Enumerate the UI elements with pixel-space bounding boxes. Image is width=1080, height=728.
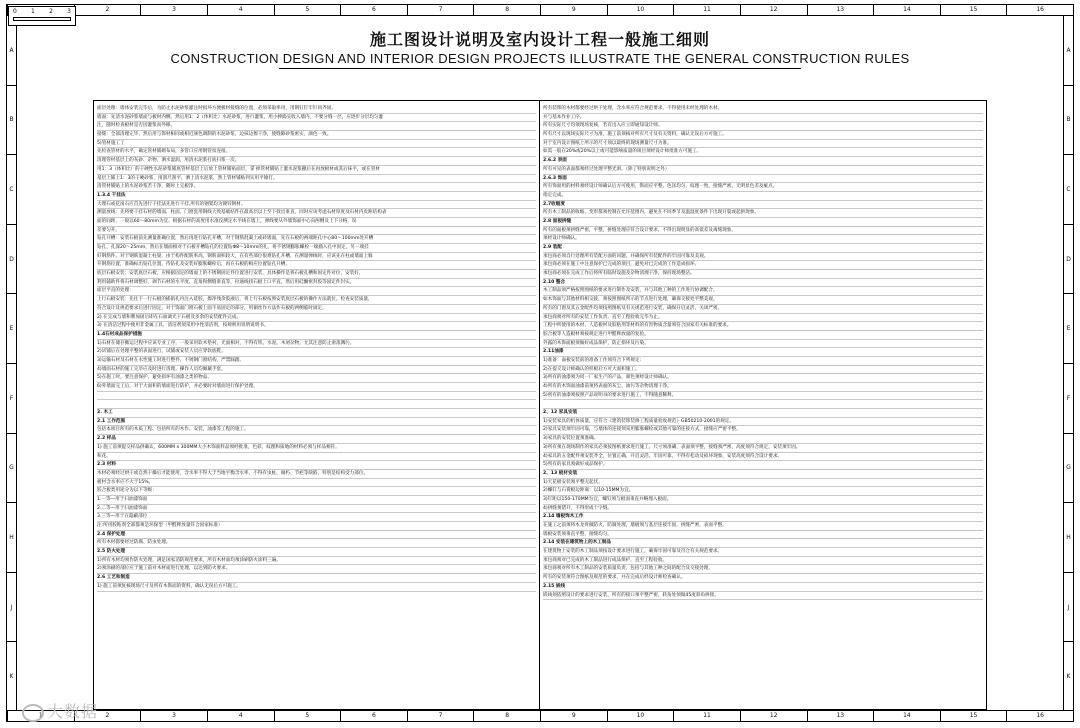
- note-line: 利用辅助件将石材调整好，调节石材的水平度、直角和侧缝垂直等，拉通线找石板上口平直，然后用硅酮密封胶等固定件封实。: [97, 279, 536, 288]
- note-line: 工程中所使用的木材、人造板材及胶粘剂等材料的有害物质含量须符合国家有关标准的要求。: [543, 322, 983, 331]
- ruler-mark: K: [1064, 641, 1073, 711]
- note-line: 测量放线：先将要干挂石材的墙面、柱面、门窗套用钢线大致基础结件在最高层以上至下找出垂直，同时应该考虑石材厚度及石材内皮距结构表: [97, 209, 536, 218]
- note-line: 承包商必须自行处理所有装配方面的问题，并确保所有装配件的牢固可靠及美观。: [543, 253, 983, 262]
- ruler-mark: 14: [873, 711, 940, 721]
- ruler-mark: E: [1064, 293, 1073, 363]
- note-line: 2)螺钉与石膏板边距离：以10-15MM为宜。: [543, 487, 983, 496]
- note-line: 承包商须对所有的安装工作负责，直至工程验收完毕为止。: [543, 314, 983, 323]
- ruler-mark: A: [1064, 15, 1073, 85]
- note-line: 木工制品须严格按照图纸的要求进行制作及安装，并与其他工种的工作进行协调配合。: [543, 287, 983, 296]
- note-line: 好钢筋件。对于钢筋混凝土柱梁，由于构件配筋率高，钢筋面积较大，在有些部位很难钻孔开槽，在测量弹线时，应该先在柱或墙面上躲: [97, 253, 536, 262]
- note-line: 所有装饰的木材都要经过烘干处理，含水率应符合规范要求，不得使用未经处理的木材。: [543, 105, 983, 114]
- note-line: 注，随时检查板材是否因灌浆而外移。: [97, 122, 536, 131]
- ruler-mark: 12: [740, 711, 807, 721]
- note-line: 胶合板等人造板材须按规定进行甲醛释放量的复验。: [543, 331, 983, 340]
- watermark: [22, 699, 98, 722]
- ruler-mark: 16: [1006, 711, 1073, 721]
- note-line: 2)在提交设计师确认的样板后方可大面积施工。: [543, 366, 983, 375]
- ruler-mark: A: [7, 15, 16, 85]
- top-ruler: [7, 5, 1073, 16]
- note-line: 须经设计师确认。: [543, 235, 983, 244]
- note-line: 1.一等—用于扫油漆饰面: [97, 496, 536, 505]
- note-line: 2)试铺后在处理平整的表面进行，试铺或安装人员应穿软底鞋。: [97, 348, 536, 357]
- note-line: 2.二等—用于扫油漆饰面: [97, 505, 536, 514]
- ruler-mark: G: [1064, 433, 1073, 503]
- note-line: 所有木工制品的收缩、变形都须控制在允许范围内，避免在不同季节及温湿度条件下出现开裂或起拱现象。: [543, 209, 983, 218]
- note-line: 2)家具安装须牢固可靠，与墙体的连接须采用膨胀螺栓或其他可靠的连接方式，接缝应严密平整。: [543, 426, 983, 435]
- note-line: [543, 400, 983, 409]
- note-line: 墙面：先清水泥砂浆墙面与板材内侧，然后用1：2（体积比）水泥砂浆，进行灌浆，用小棒捣实收入墙内，不要分缝一层，应逐步分层均匀灌: [97, 114, 536, 123]
- note-line: 承包商必须在施工中注意保护已完成的项目，避免对已完成的工作造成损坏。: [543, 261, 983, 270]
- note-line: 钻孔，孔深20～25mm，然后在墙面相对于石板开槽钻孔的位置钻Φ8～10mm的孔，将不锈钢膨胀螺栓一端插入孔中固定，另一端挂: [97, 244, 536, 253]
- scale-number: 0: [13, 8, 17, 15]
- note-line: 3)所有须在现场制作的家具必须按图纸要求进行施工，尺寸须准确，表面须平整，接缝须严密，高度须符合规定，安装须牢固。: [543, 444, 983, 453]
- ruler-mark: D: [7, 224, 16, 294]
- ruler-mark: 9: [540, 711, 607, 721]
- note-line: 接缝：全部清理完毕，然后用与饰材相同或相近颜色调制的水泥砂浆，边抹边擦干净，使缝隙砂浆密实，颜色一致。: [97, 131, 536, 140]
- note-line: 对于室内设计图纸上所示的尺寸须以最终的现场测量尺寸为准。: [543, 140, 983, 149]
- section-heading: 2.15 嵌线: [543, 583, 983, 592]
- note-line: 所有的门窗及其五金配件均须按照图纸及有关规范进行安装，确保开启灵活，关闭严密。: [543, 305, 983, 314]
- ruler-mark: B: [7, 85, 16, 155]
- note-line: 承包商必须在完成工作后将所有临时设施及杂物清理干净，保持现场整洁。: [543, 270, 983, 279]
- note-line: 4)拼缝须错开，不得形成十字缝。: [543, 505, 983, 514]
- note-line: [97, 392, 536, 401]
- note-line: 差要匀开。: [97, 227, 536, 236]
- ruler-mark: H: [1064, 502, 1073, 572]
- ruler-mark: B: [1064, 85, 1073, 155]
- note-line: 4)墙面石材的施工完毕应及时进行清理，操作人员均佩戴手套。: [97, 366, 536, 375]
- ruler-mark: 10: [607, 711, 674, 721]
- note-line: 所有木材都要经过防腐、防虫处理。: [97, 539, 536, 548]
- section-heading: 2.4 保护处理: [97, 531, 536, 540]
- ruler-mark: K: [7, 641, 16, 711]
- title-chinese: 施工图设计说明及室内设计工程一般施工细则: [369, 30, 710, 49]
- note-line: 1)所有木材均须作防火处理，满足国家消防规范要求，所有木材面均须涂刷防火涂料三遍。: [97, 557, 536, 566]
- note-line: 钻孔开槽：安装石板前先测量准确位置，然后再进行钻孔开槽，对于钢筋混凝土或砖墙面，先在石板的两端距孔中心80～100mm处开槽: [97, 235, 536, 244]
- section-heading: 2.11油漆: [543, 348, 983, 357]
- section-heading: 1.3.4 干挂法: [97, 192, 536, 201]
- note-line: 先检查管材的水平，确定管材铺砌布局，多管口应用钢管扣连接。: [97, 148, 536, 157]
- scale-number: 1: [31, 8, 35, 15]
- note-line: 所有尺寸以现场实际尺寸为准，施工前须核对所有尺寸及有关资料，确认无误后方可施工。: [543, 131, 983, 140]
- ruler-mark: 3: [140, 5, 207, 15]
- ruler-mark: C: [1064, 154, 1073, 224]
- note-line: 所有实际尺寸均须现场复核，若有出入应立即通知设计师。: [543, 122, 983, 131]
- note-line: 所有的安装须符合图纸及规范的要求，并在完成后经设计师检查确认。: [543, 574, 983, 583]
- note-line: 清理管材基层上的灰砂、杂物，洒水湿润，用清水泥浆打底扫浆一次。: [97, 157, 536, 166]
- note-line: 清管材铺贴上的水泥砂浆若干净，随时上完板净。: [97, 183, 536, 192]
- note-line: 承包商须对所有木工制品的安装质量负责，包括与其他工种之间的配合及交接处理。: [543, 565, 983, 574]
- section-heading: 2、12 家具安装: [543, 409, 983, 418]
- ruler-mark: 4: [207, 5, 274, 15]
- notes-left-column: [94, 101, 540, 709]
- ruler-mark: J: [1064, 572, 1073, 642]
- note-line: 4)家具的五金配件须安装齐全，位置正确，开启灵活，牢固可靠，不得有松动及损坏现象，安装高度须符合设计要求。: [543, 453, 983, 462]
- ruler-mark: 6: [340, 5, 407, 15]
- note-line: 包括本项目所有的木质工程、包括所有的木作、安装、油漆等工程的施工。: [97, 426, 536, 435]
- section-heading: 2.7收缩度: [543, 201, 983, 210]
- watermark-logo-icon: [22, 704, 44, 722]
- note-line: 上行石板安装：先往下一行石板的插销孔内注入硅胶，擦净残余胶液后，将上行石板按照安装底层石板的操作方法就位。检查安装质量，: [97, 296, 536, 305]
- note-line: 1)石材在储存搬运过程中应该专业工序，一般采用软木垫衬，光面相对，不得有铁、水泥、木屑杂物，尤其注意防止滑落溅污。: [97, 340, 536, 349]
- section-heading: 2.1 工作范围: [97, 418, 536, 427]
- ruler-mark: 14: [873, 5, 940, 15]
- note-line: 1) 施工前须提交样品供确认，600MM x 300MM大小木饰面样品须经批准，色彩、纹理和质地的材料必须与样品相符。: [97, 444, 536, 453]
- ruler-mark: 2: [74, 711, 141, 721]
- note-line: [97, 400, 536, 409]
- note-line: 外露的木饰面板须做好成品保护，防止损坏及污染。: [543, 340, 983, 349]
- note-line: 大理石或花岗石应首先进行干挂法先进行干挂,所有的钢架均为镀锌钢材。: [97, 201, 536, 210]
- ruler-mark: E: [7, 293, 16, 363]
- ruler-mark: 5: [274, 711, 341, 721]
- note-line: 1)安装家具的机体质量，应符合《建筑装饰装修工程质量验收规范》GB50210-2001的规定。: [543, 418, 983, 427]
- note-line: 面层处理：墙体安装完毕后，为防止水泥砂浆灌注时损坏方便板材接缝的位置，必须采取率用，用钢钉钉牢钉同齐固。: [97, 105, 536, 114]
- note-line: 所有的面板须拼缝严密，平整，拼缝处理应符合设计要求，不得出现明显的高低差及离缝现象。: [543, 227, 983, 236]
- ruler-mark: 8: [473, 711, 540, 721]
- note-line: 所有饰面用的材料须经设计师确认后方可使用，饰面应平整，色泽均匀，纹理一致，接缝严密，无明显色差及疵点。: [543, 183, 983, 192]
- note-line: 底层石板安装：安装底层石板，应根据固定的墙面上的不锈钢固定件位置进行安装，具体操作是将石板孔槽和固定件对位，安装好，: [97, 270, 536, 279]
- note-line: 开钢筋位置，准确标出钻孔位置，待钻孔及安装好膨胀螺栓后，再在石板的相应位置钻孔开槽。: [97, 261, 536, 270]
- section-heading: 2.8 面板拼缝: [543, 218, 983, 227]
- section-heading: 2.14 安装在建筑物上的木工制品: [543, 539, 983, 548]
- watermark-text: 大数据: [47, 702, 99, 721]
- note-line: 和花。: [97, 453, 536, 462]
- note-line: 2)须涂刷的部位应于施工前对木材面进行处理，以达到防火要求。: [97, 565, 536, 574]
- note-line: 4)所有的木饰面油漆前须将表面的灰尘、油污等杂物清理干净。: [543, 383, 983, 392]
- note-line: 墙板安装须垂直平整，接缝均匀。: [543, 531, 983, 540]
- section-heading: 2.6 工艺和制造: [97, 574, 536, 583]
- title-english: CONSTRUCTION DESIGN AND INTERIOR DESIGN PROJECTS ILLUSTRATE THE GENERAL CONSTRUCTION RULES: [170, 51, 910, 66]
- note-line: 3.三等—用于在隐蔽部位: [97, 513, 536, 522]
- scale-number: 2: [49, 8, 53, 15]
- note-line: 6)外墙面完工后，对于大面积的墙面进行防护，并必要时对墙面进行保护处理。: [97, 383, 536, 392]
- note-line: 3)所有的油漆须为同一厂家生产的产品，颜色须经设计师确认。: [543, 374, 983, 383]
- note-line: 在建筑物上安装的木工制品须按设计要求进行施工，确保牢固可靠及符合有关规范要求。: [543, 548, 983, 557]
- ruler-mark: 11: [673, 711, 740, 721]
- section-heading: 2.6.3 饰面: [543, 175, 983, 184]
- scale-bar: [8, 6, 76, 26]
- note-line: 1)准备：面板安装前的准备工作须符合下列规定：: [543, 357, 983, 366]
- note-line: 面层平直的处理：: [97, 287, 536, 296]
- title-underline: [279, 68, 801, 69]
- ruler-mark: 6: [340, 711, 407, 721]
- ruler-mark: 3: [140, 711, 207, 721]
- ruler-mark: D: [1064, 224, 1073, 294]
- note-line: 承包商须对已完成的木工制品进行成品保护，直至工程验收。: [543, 557, 983, 566]
- note-line: 嵌线须依照设计的要求进行安装，所有的接口须平整严密，转角处须做45度斜角拼接。: [543, 592, 983, 601]
- drawing-sheet: [6, 4, 1074, 722]
- ruler-mark: 13: [807, 711, 874, 721]
- note-line: 注:所用胶粘剂全部都须是环保型（甲醛释放量符合国家标准）: [97, 522, 536, 531]
- section-heading: 2.10 整合: [543, 279, 983, 288]
- section-heading: 2.2 样品: [97, 435, 536, 444]
- ruler-mark: 15: [940, 711, 1007, 721]
- section-heading: 2、13 板材安装: [543, 470, 983, 479]
- note-line: 并与基本作业工序。: [543, 114, 983, 123]
- ruler-mark: 5: [274, 5, 341, 15]
- scale-number: 3: [67, 8, 71, 15]
- notes-table: [93, 100, 987, 710]
- ruler-mark: G: [7, 433, 16, 503]
- ruler-mark: 4: [207, 711, 274, 721]
- ruler-mark: J: [7, 572, 16, 642]
- note-line: 面的间距，一般以60～80mm为宜。根据石材的高度用水准仪测定水平线在墙上，弹线要从外墙饰面中心向两侧及上下分格，误: [97, 218, 536, 227]
- note-line: 1)天花板安装须平整无起伏。: [543, 479, 983, 488]
- note-line: 1) 施工前须复核现场尺寸及所有木饰面的资料，确认无误后方可施工。: [97, 583, 536, 592]
- note-line: 符合设计及规范要求后进行固定。对于饰面门窗石板上面不易固定的部分，用铜丝作方法作石板的两侧临时固定。: [97, 305, 536, 314]
- section-heading: 1.4石材成品保护措施: [97, 331, 536, 340]
- section-heading: 2.6.2 表面: [543, 157, 983, 166]
- note-line: 3)钉距以150-170MM为宜，螺钉须与板面垂直并略埋入板面。: [543, 496, 983, 505]
- note-line: 3)运输石材及石材在水性施工时进行整件，不锈钢门窗结构，严禁踩踏。: [97, 357, 536, 366]
- ruler-mark: F: [1064, 363, 1073, 433]
- ruler-mark: 9: [540, 5, 607, 15]
- section-heading: 2.3 材料: [97, 461, 536, 470]
- ruler-mark: 7: [407, 711, 474, 721]
- section-heading: 2.9 装配: [543, 244, 983, 253]
- ruler-mark: C: [7, 154, 16, 224]
- ruler-mark: 12: [740, 5, 807, 15]
- note-line: 如木饰面与其他材料相交接，须按照图纸所示的节点进行处理，确保交接处平整美观。: [543, 296, 983, 305]
- ruler-mark: 16: [1006, 5, 1073, 15]
- ruler-mark: 2: [74, 5, 141, 15]
- notes-right-column: [540, 101, 986, 709]
- ruler-mark: 15: [940, 5, 1007, 15]
- note-line: 5)所有的油漆须按照产品说明书的要求进行施工，不得随意稀释。: [543, 392, 983, 401]
- note-line: 在施工之前须将木龙骨做防火、防腐处理，墙板须与基层连接牢固，拼缝严密，表面平整。: [543, 522, 983, 531]
- note-line: 板材含水率应不大于15%。: [97, 479, 536, 488]
- section-heading: 2.5 防火处理: [97, 548, 536, 557]
- note-line: 如需一般在20%或20%以上或可能影响质量的项目须经设计师批准方可施工。: [543, 148, 983, 157]
- ruler-mark: H: [7, 502, 16, 572]
- ruler-mark: 7: [407, 5, 474, 15]
- note-line: 5)管材施工工: [97, 140, 536, 149]
- ruler-mark: 11: [673, 5, 740, 15]
- section-heading: 2.14 墙板饰木工作: [543, 513, 983, 522]
- ruler-mark: 8: [473, 5, 540, 15]
- right-ruler: [1063, 15, 1073, 711]
- ruler-mark: 13: [807, 5, 874, 15]
- ruler-mark: 1: [7, 711, 74, 721]
- note-line: 5)所有的家具须做好成品保护。: [543, 461, 983, 470]
- ruler-mark: 10: [607, 5, 674, 15]
- note-line: 2) 在完成与墙和牌加固后即在石面调光干石板及多余的安装配件完成。: [97, 314, 536, 323]
- note-line: 用1：3（体积比）的干硬性水泥砂浆铺底管材基层上后放上管材铺贴面层，拿 掉管材铺贴上灌水泥浆撒后在再放板材或其后抹平，或在管材: [97, 166, 536, 175]
- section-heading: 2. 木工: [97, 409, 536, 418]
- note-line: 木材必须经过烘干或自然干燥后才能使用，含水率不得大于当地平衡含水率，不得有虫蛀、腐朽、节疤等缺陷，特别是结构受力部位。: [97, 470, 536, 479]
- bottom-ruler: [7, 710, 1073, 721]
- ruler-mark: F: [7, 363, 16, 433]
- note-line: 所有可见的表面都须经过处理平整光滑。（除了特别说明之外）: [543, 166, 983, 175]
- left-ruler: [7, 15, 17, 711]
- note-line: 3) 在清洁过程中使用非金属工具，清洁剂须采用中性清洁剂，按规则用说明说明书。: [97, 322, 536, 331]
- note-line: 5)在施工时，要注意保护，避免损坏有油漆之类的物品。: [97, 374, 536, 383]
- note-line: 指定完成。: [543, 192, 983, 201]
- note-line: 3)家具的安装位置须准确。: [543, 435, 983, 444]
- note-line: 胶合板类用途分为以下等级：: [97, 487, 536, 496]
- note-line: 基层上铺上1：3的干硬砂浆，用刮尺刮平，洒上清水泥浆，然上管材铺贴到实用平锤打。: [97, 175, 536, 184]
